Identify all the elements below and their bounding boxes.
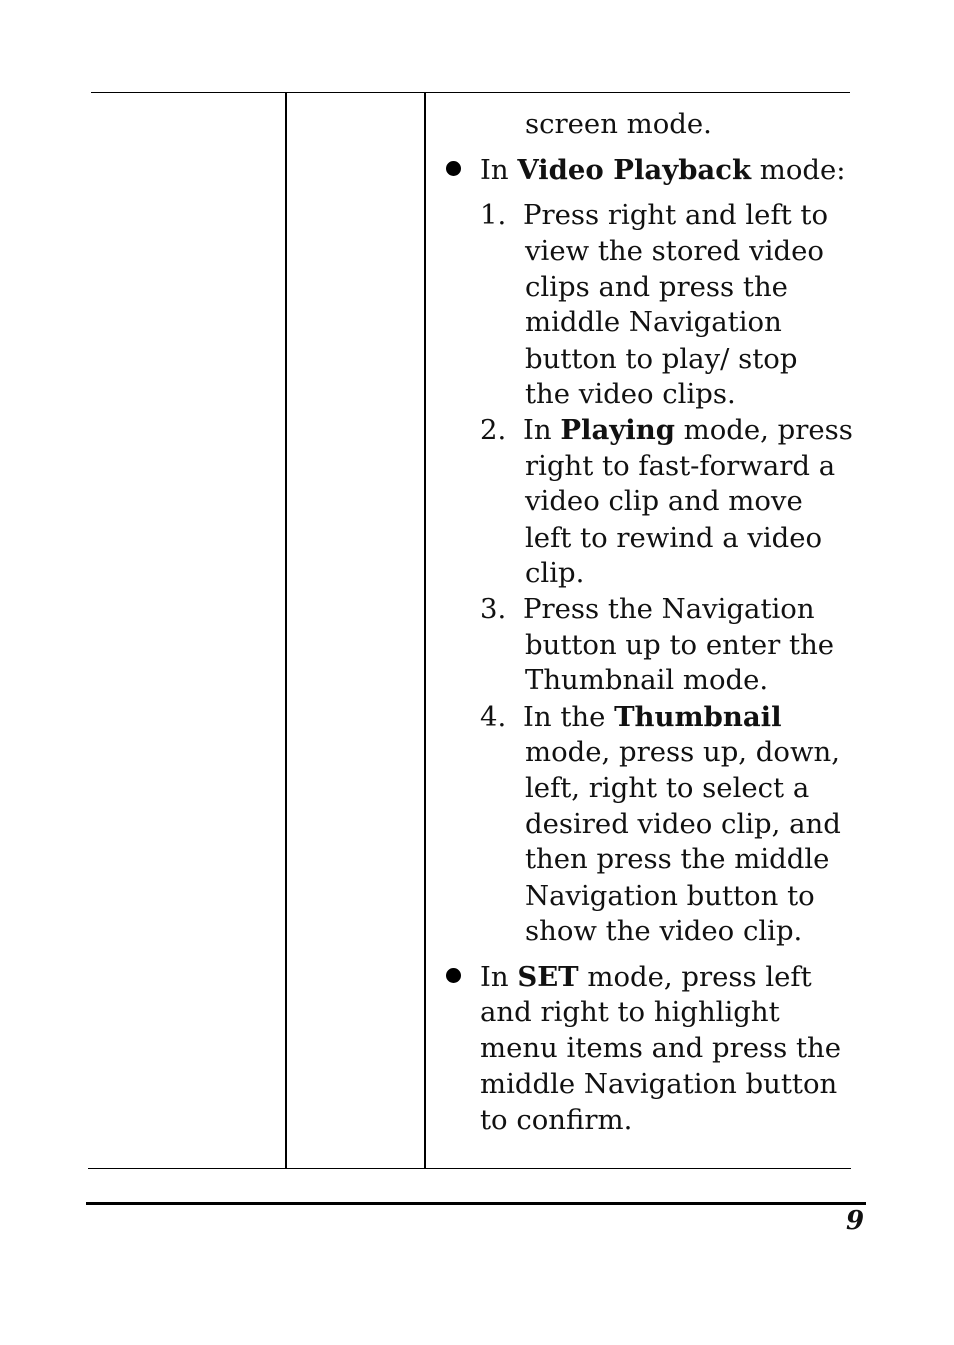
bullet-set-line-3: menu items and press the — [480, 1032, 842, 1064]
step-2-line-1 — [523, 412, 853, 448]
step-1-line-4: middle Navigation — [525, 306, 782, 338]
footer-rule — [86, 1202, 866, 1205]
step-2-line-4: left to rewind a video — [525, 522, 823, 554]
step-2-number: 2. — [480, 414, 507, 446]
step-4-line-2: mode, press up, down, — [525, 736, 840, 768]
continuation-text: screen mode. — [525, 108, 712, 140]
step-4-bold: Thumbnail — [614, 701, 782, 733]
step-2-line-2: right to fast-forward a — [525, 450, 836, 482]
table-column-divider-2 — [424, 92, 426, 1169]
step-3-number: 3. — [480, 593, 507, 625]
step-1-line-6: the video clips. — [525, 378, 736, 410]
step-2-suffix: mode, press — [674, 414, 853, 446]
table-column-divider-1 — [285, 92, 287, 1169]
bullet-set-line-2: and right to highlight — [480, 996, 780, 1028]
step-2-line-5: clip. — [525, 557, 585, 589]
table-bottom-rule — [88, 1168, 851, 1169]
table-top-rule — [91, 92, 850, 93]
bullet-set-prefix: In — [480, 961, 518, 993]
step-1-line-1: Press right and left to — [523, 199, 829, 231]
step-2-bold: Playing — [560, 414, 675, 446]
bullet-set-line-5: to confirm. — [480, 1104, 633, 1136]
bullet-set-suffix: mode, press left — [578, 961, 812, 993]
step-3-line-3: Thumbnail mode. — [525, 664, 769, 696]
step-4-line-4: desired video clip, and — [525, 808, 841, 840]
step-4-number: 4. — [480, 701, 507, 733]
step-4-line-7: show the video clip. — [525, 915, 803, 947]
step-1-line-2: view the stored video — [525, 235, 824, 267]
bullet-video-suffix: mode: — [751, 154, 846, 186]
bullet-video-playback — [480, 152, 846, 188]
page-number: 9 — [846, 1206, 865, 1236]
step-2-line-3: video clip and move — [525, 485, 803, 517]
bullet-video-prefix: In — [480, 154, 518, 186]
step-4-prefix: In the — [523, 701, 615, 733]
step-4-line-1 — [523, 699, 782, 735]
step-3-line-2: button up to enter the — [525, 629, 835, 661]
step-4-line-5: then press the middle — [525, 843, 830, 875]
step-1-line-3: clips and press the — [525, 271, 788, 303]
step-4-line-3: left, right to select a — [525, 772, 810, 804]
bullet-set-bold: SET — [517, 961, 579, 993]
bullet-video-bold: Video Playback — [517, 154, 752, 186]
step-3-line-1: Press the Navigation — [523, 593, 815, 625]
step-2-prefix: In — [523, 414, 561, 446]
bullet-icon — [446, 968, 461, 983]
bullet-set-line-1 — [480, 959, 812, 995]
step-4-line-6: Navigation button to — [525, 880, 815, 912]
step-1-line-5: button to play/ stop — [525, 343, 798, 375]
bullet-set-line-4: middle Navigation button — [480, 1068, 838, 1100]
bullet-icon — [446, 161, 461, 176]
step-1-number: 1. — [480, 199, 507, 231]
